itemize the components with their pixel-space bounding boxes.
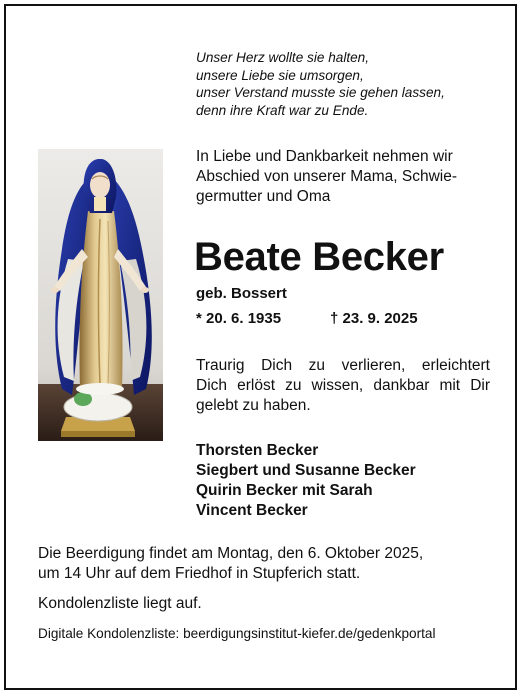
- mourner-name: Quirin Becker mit Sarah: [196, 482, 373, 499]
- intro-line: In Liebe und Dankbarkeit nehmen wir: [196, 148, 453, 165]
- intro-line: Abschied von unserer Mama, Schwie-: [196, 168, 458, 185]
- funeral-line: um 14 Uhr auf dem Friedhof in Stupferich statt.: [38, 565, 361, 582]
- madonna-statue-photo: [38, 149, 163, 441]
- poem: [196, 49, 496, 119]
- poem-line: denn ihre Kraft war zu Ende.: [196, 102, 369, 118]
- mourners-list: [196, 441, 416, 521]
- farewell-line: gelebt zu haben.: [196, 397, 311, 414]
- farewell-line: Dich erlöst zu wissen, dankbar mit Dir: [196, 377, 490, 394]
- mourner-name: Vincent Becker: [196, 502, 308, 519]
- mourner-name: Thorsten Becker: [196, 442, 319, 459]
- deceased-name: Beate Becker: [194, 235, 444, 279]
- poem-line: unsere Liebe sie umsorgen,: [196, 67, 364, 83]
- condolence-list-note: Kondolenzliste liegt auf.: [38, 595, 202, 612]
- death-date: † 23. 9. 2025: [330, 310, 418, 327]
- funeral-info: [38, 544, 488, 584]
- poem-line: unser Verstand musste sie gehen lassen,: [196, 85, 445, 100]
- farewell-text: [196, 356, 490, 416]
- poem-line: Unser Herz wollte sie halten,: [196, 50, 370, 65]
- digital-condolence-link[interactable]: Digitale Kondolenzliste: beerdigungsinstitut-kiefer.de/gedenkportal: [38, 626, 436, 641]
- birth-name: geb. Bossert: [196, 285, 287, 302]
- intro-text: [196, 147, 496, 207]
- life-dates: [196, 309, 496, 329]
- intro-line: germutter und Oma: [196, 188, 331, 205]
- farewell-line: Traurig Dich zu verlieren, erleichtert: [196, 357, 490, 374]
- mourner-name: Siegbert und Susanne Becker: [196, 462, 416, 479]
- funeral-line: Die Beerdigung findet am Montag, den 6. Oktober 2025,: [38, 545, 424, 562]
- birth-date: * 20. 6. 1935: [196, 310, 282, 327]
